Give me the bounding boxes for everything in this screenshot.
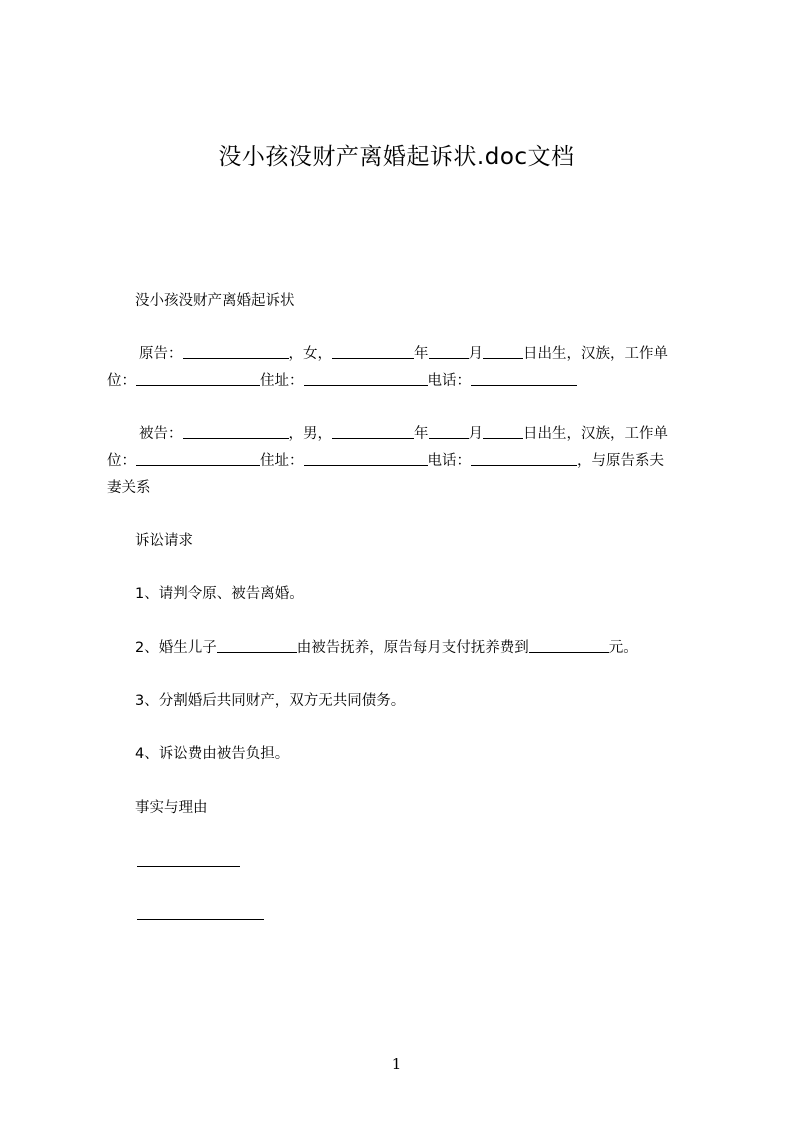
defendant-relation: ，与原告系夫	[577, 453, 664, 469]
plaintiff-unit-label: 位：	[107, 373, 136, 389]
plaintiff-label: 原告：	[139, 346, 183, 362]
child-name-blank[interactable]	[217, 637, 297, 653]
defendant-unit-blank[interactable]	[136, 450, 260, 466]
defendant-phone-label: 电话：	[427, 453, 471, 469]
plaintiff-phone-blank[interactable]	[471, 370, 577, 386]
plaintiff-line-1	[139, 341, 739, 367]
defendant-unit-label: 位：	[107, 453, 136, 469]
page-number: 1	[391, 1055, 402, 1073]
claim-2	[135, 635, 707, 661]
claim-4: 4、诉讼费由被告负担。	[135, 746, 290, 762]
defendant-phone-blank[interactable]	[471, 450, 577, 466]
facts-blank-line-2[interactable]	[137, 919, 264, 920]
plaintiff-birth-year-blank[interactable]	[332, 343, 414, 359]
defendant-label: 被告：	[139, 426, 183, 442]
plaintiff-line-2	[107, 368, 707, 394]
plaintiff-born-text: 日出生，汉族，工作单	[523, 346, 668, 362]
defendant-born-text: 日出生，汉族，工作单	[523, 426, 668, 442]
defendant-birth-month-blank[interactable]	[429, 423, 469, 439]
plaintiff-unit-blank[interactable]	[136, 370, 260, 386]
defendant-gender: ，男，	[288, 426, 332, 442]
claim-2-prefix: 2、婚生儿子	[135, 640, 217, 656]
page-title: 没小孩没财产离婚起诉状.doc文档	[218, 144, 575, 170]
defendant-line-1	[139, 421, 739, 447]
plaintiff-birth-month-blank[interactable]	[429, 343, 469, 359]
defendant-year-label: 年	[414, 426, 429, 442]
claim-1: 1、请判令原、被告离婚。	[135, 586, 304, 602]
defendant-address-blank[interactable]	[304, 450, 428, 466]
support-amount-blank[interactable]	[529, 637, 609, 653]
defendant-birth-day-blank[interactable]	[483, 423, 523, 439]
defendant-name-blank[interactable]	[183, 423, 289, 439]
claim-2-suffix: 元。	[608, 640, 638, 656]
claim-2-mid: 由被告抚养，原告每月支付抚养费到	[296, 640, 529, 656]
plaintiff-month-label: 月	[468, 346, 483, 362]
facts-blank-line-1[interactable]	[137, 866, 240, 867]
defendant-month-label: 月	[468, 426, 483, 442]
defendant-line-3: 妻关系	[107, 480, 151, 496]
plaintiff-birth-day-blank[interactable]	[483, 343, 523, 359]
facts-heading: 事实与理由	[135, 800, 208, 816]
complaint-heading: 没小孩没财产离婚起诉状	[135, 293, 295, 309]
plaintiff-address-label: 住址：	[260, 373, 304, 389]
plaintiff-phone-label: 电话：	[427, 373, 471, 389]
plaintiff-year-label: 年	[414, 346, 429, 362]
defendant-address-label: 住址：	[260, 453, 304, 469]
plaintiff-gender: ，女，	[288, 346, 332, 362]
claims-heading: 诉讼请求	[135, 533, 193, 549]
defendant-line-2	[107, 448, 707, 474]
plaintiff-name-blank[interactable]	[183, 343, 289, 359]
plaintiff-address-blank[interactable]	[304, 370, 428, 386]
claim-3: 3、分割婚后共同财产，双方无共同债务。	[135, 693, 406, 709]
defendant-birth-year-blank[interactable]	[332, 423, 414, 439]
